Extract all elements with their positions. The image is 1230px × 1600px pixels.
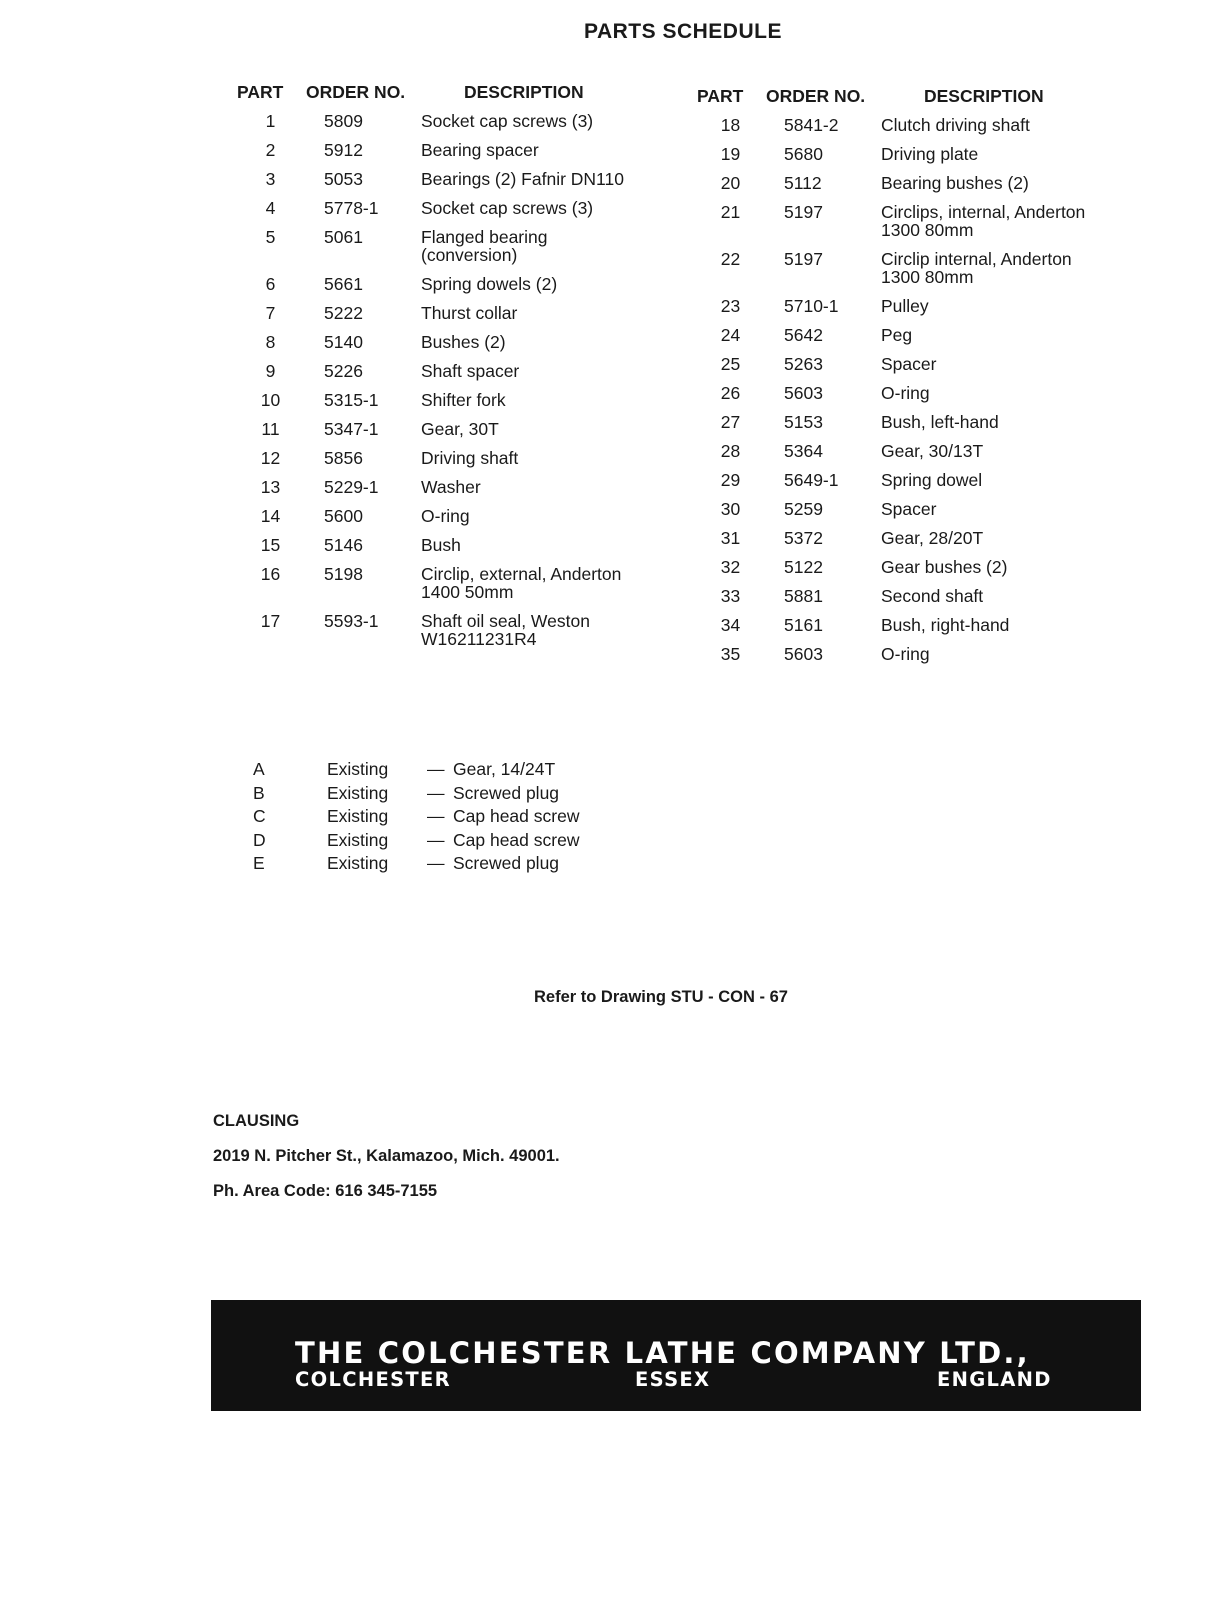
part-number: 34	[720, 615, 741, 635]
table-row	[237, 228, 666, 264]
part-number: 35	[720, 644, 741, 664]
order-number: 5841-2	[784, 115, 839, 135]
part-description: Bush	[421, 535, 461, 555]
order-number: 5226	[324, 361, 363, 381]
existing-row	[253, 805, 579, 829]
part-number: 13	[260, 477, 281, 497]
table-row	[237, 478, 666, 496]
part-description: Shaft oil seal, Weston W16211231R4	[421, 611, 590, 649]
order-number: 5197	[784, 202, 823, 222]
part-description: O-ring	[881, 383, 930, 403]
header-part: PART	[237, 82, 284, 102]
part-description: Bearing bushes (2)	[881, 173, 1029, 193]
part-description: Washer	[421, 477, 481, 497]
part-number: 12	[260, 448, 281, 468]
part-description: Spacer	[881, 354, 937, 374]
company-name: CLAUSING	[213, 1112, 300, 1130]
item-dash: —	[427, 829, 445, 850]
part-number: 24	[720, 325, 741, 345]
order-number: 5198	[324, 564, 363, 584]
part-description: Shaft spacer	[421, 361, 520, 381]
part-description: Second shaft	[881, 586, 984, 606]
item-description: Screwed plug	[453, 853, 560, 873]
part-description: Spring dowel	[881, 470, 983, 490]
order-number: 5122	[784, 557, 823, 577]
drawing-reference: Refer to Drawing STU - CON - 67	[534, 988, 788, 1006]
table-row	[237, 333, 666, 351]
parts-table-right	[697, 86, 1131, 674]
part-description: Spacer	[881, 499, 937, 519]
part-number: 25	[720, 354, 741, 374]
existing-row	[253, 782, 579, 806]
part-number: 22	[720, 249, 741, 269]
part-number: 32	[720, 557, 741, 577]
table-row	[237, 170, 666, 188]
order-number: 5593-1	[324, 611, 379, 631]
table-row	[237, 507, 666, 525]
part-number: 14	[260, 506, 281, 526]
table-row	[237, 565, 666, 601]
part-description: Peg	[881, 325, 913, 345]
table-row	[697, 500, 1131, 518]
item-status: Existing	[327, 853, 389, 873]
item-letter: E	[253, 853, 265, 873]
order-number: 5229-1	[324, 477, 379, 497]
part-number: 15	[260, 535, 281, 555]
item-description: Screwed plug	[453, 782, 560, 803]
part-description: Bearings (2) Fafnir DN110	[421, 169, 624, 189]
table-row	[697, 145, 1131, 163]
order-number: 5161	[784, 615, 823, 635]
order-number: 5912	[324, 140, 363, 160]
part-number: 6	[265, 274, 276, 294]
order-number: 5661	[324, 274, 363, 294]
order-number: 5112	[784, 173, 822, 193]
part-description: Circlip internal, Anderton 1300 80mm	[881, 249, 1072, 287]
table-row	[697, 616, 1131, 634]
table-row	[697, 645, 1131, 663]
part-description: Gear bushes (2)	[881, 557, 1008, 577]
part-number: 10	[260, 390, 281, 410]
order-number: 5053	[324, 169, 363, 189]
order-number: 5197	[784, 249, 823, 269]
order-number: 5372	[784, 528, 823, 548]
order-number: 5140	[324, 332, 363, 352]
header-part: PART	[697, 86, 744, 106]
table-row	[697, 442, 1131, 460]
part-description: Gear, 30/13T	[881, 441, 984, 461]
order-number: 5061	[324, 227, 363, 247]
item-status: Existing	[327, 829, 389, 850]
item-dash: —	[427, 853, 445, 873]
order-number: 5680	[784, 144, 823, 164]
item-dash: —	[427, 782, 445, 803]
part-description: Thurst collar	[421, 303, 518, 323]
order-number: 5347-1	[324, 419, 379, 439]
order-number: 5364	[784, 441, 823, 461]
order-number: 5649-1	[784, 470, 839, 490]
item-letter: C	[253, 806, 266, 826]
table-row	[697, 471, 1131, 489]
order-number: 5603	[784, 644, 823, 664]
header-description: DESCRIPTION	[924, 86, 1044, 106]
table-row	[237, 199, 666, 217]
part-number: 17	[260, 611, 281, 631]
order-number: 5600	[324, 506, 363, 526]
part-number: 20	[720, 173, 741, 193]
header-order-no: ORDER NO.	[766, 86, 866, 106]
item-status: Existing	[327, 782, 389, 803]
part-description: O-ring	[881, 644, 930, 664]
header-description: DESCRIPTION	[464, 82, 584, 102]
order-number: 5603	[784, 383, 823, 403]
address-block	[213, 1112, 560, 1217]
banner-county: ESSEX	[635, 1368, 711, 1391]
table-row	[237, 112, 666, 130]
table-row	[697, 174, 1131, 192]
part-number: 23	[720, 296, 741, 316]
order-number: 5146	[324, 535, 363, 555]
order-number: 5778-1	[324, 198, 379, 218]
item-letter: A	[253, 759, 265, 779]
part-number: 16	[260, 564, 281, 584]
table-row	[237, 612, 666, 648]
table-row	[237, 420, 666, 438]
part-description: Bearing spacer	[421, 140, 539, 160]
item-dash: —	[427, 759, 445, 779]
part-description: Bush, right-hand	[881, 615, 1010, 635]
part-description: Gear, 30T	[421, 419, 499, 439]
part-number: 21	[720, 202, 741, 222]
existing-row	[253, 758, 579, 782]
order-number: 5856	[324, 448, 363, 468]
table-row	[237, 275, 666, 293]
table-row	[697, 587, 1131, 605]
part-number: 9	[265, 361, 276, 381]
part-number: 29	[720, 470, 741, 490]
part-number: 27	[720, 412, 741, 432]
item-letter: B	[253, 782, 265, 803]
order-number: 5222	[324, 303, 363, 323]
part-number: 2	[265, 140, 276, 160]
part-number: 28	[720, 441, 741, 461]
item-description: Gear, 14/24T	[453, 759, 556, 779]
banner-company-name: THE COLCHESTER LATHE COMPANY LTD.,	[295, 1336, 1030, 1370]
order-number: 5710-1	[784, 296, 839, 316]
part-description: Clutch driving shaft	[881, 115, 1030, 135]
part-description: Flanged bearing (conversion)	[421, 227, 548, 265]
existing-row	[253, 829, 579, 853]
part-description: Driving shaft	[421, 448, 519, 468]
part-number: 31	[720, 528, 741, 548]
order-number: 5881	[784, 586, 823, 606]
part-description: O-ring	[421, 506, 470, 526]
header-order-no: ORDER NO.	[306, 82, 406, 102]
table-header	[237, 82, 666, 112]
part-number: 11	[261, 419, 280, 439]
part-description: Bush, left-hand	[881, 412, 999, 432]
part-description: Circlips, internal, Anderton 1300 80mm	[881, 202, 1086, 240]
table-row	[237, 449, 666, 467]
part-number: 26	[720, 383, 741, 403]
item-description: Cap head screw	[453, 806, 580, 826]
table-row	[697, 384, 1131, 402]
page-title: PARTS SCHEDULE	[584, 20, 782, 43]
table-header	[697, 86, 1131, 116]
table-row	[697, 326, 1131, 344]
existing-row	[253, 852, 579, 876]
part-description: Bushes (2)	[421, 332, 506, 352]
part-description: Gear, 28/20T	[881, 528, 984, 548]
table-row	[237, 391, 666, 409]
part-description: Socket cap screws (3)	[421, 111, 594, 131]
table-row	[237, 362, 666, 380]
order-number: 5259	[784, 499, 823, 519]
banner-country: ENGLAND	[937, 1368, 1052, 1391]
part-number: 18	[720, 115, 741, 135]
part-description: Shifter fork	[421, 390, 506, 410]
part-number: 19	[720, 144, 741, 164]
order-number: 5809	[324, 111, 363, 131]
part-number: 5	[265, 227, 276, 247]
table-row	[237, 141, 666, 159]
part-number: 33	[720, 586, 741, 606]
table-row	[697, 558, 1131, 576]
table-row	[237, 304, 666, 322]
table-body	[237, 112, 666, 648]
table-row	[697, 203, 1131, 239]
item-status: Existing	[327, 759, 389, 779]
part-description: Driving plate	[881, 144, 979, 164]
part-number: 7	[265, 303, 276, 323]
part-description: Spring dowels (2)	[421, 274, 558, 294]
item-description: Cap head screw	[453, 829, 580, 850]
parts-table-left	[237, 82, 666, 659]
table-body	[697, 116, 1131, 663]
part-number: 8	[265, 332, 276, 352]
part-number: 3	[265, 169, 276, 189]
street-address: 2019 N. Pitcher St., Kalamazoo, Mich. 49001.	[213, 1147, 560, 1165]
part-number: 30	[720, 499, 741, 519]
phone-number: Ph. Area Code: 616 345-7155	[213, 1182, 438, 1200]
company-banner	[211, 1300, 1141, 1411]
order-number: 5263	[784, 354, 823, 374]
item-dash: —	[427, 806, 445, 826]
order-number: 5315-1	[324, 390, 379, 410]
part-description: Circlip, external, Anderton 1400 50mm	[421, 564, 622, 602]
table-row	[697, 413, 1131, 431]
table-row	[697, 116, 1131, 134]
table-row	[697, 250, 1131, 286]
table-row	[237, 536, 666, 554]
order-number: 5642	[784, 325, 823, 345]
table-row	[697, 355, 1131, 373]
part-description: Socket cap screws (3)	[421, 198, 594, 218]
table-row	[697, 529, 1131, 547]
existing-parts-list	[253, 758, 579, 876]
banner-town: COLCHESTER	[295, 1368, 451, 1391]
part-number: 1	[265, 111, 276, 131]
item-letter: D	[253, 829, 266, 850]
part-description: Pulley	[881, 296, 929, 316]
item-status: Existing	[327, 806, 389, 826]
order-number: 5153	[784, 412, 823, 432]
part-number: 4	[265, 198, 276, 218]
table-row	[697, 297, 1131, 315]
